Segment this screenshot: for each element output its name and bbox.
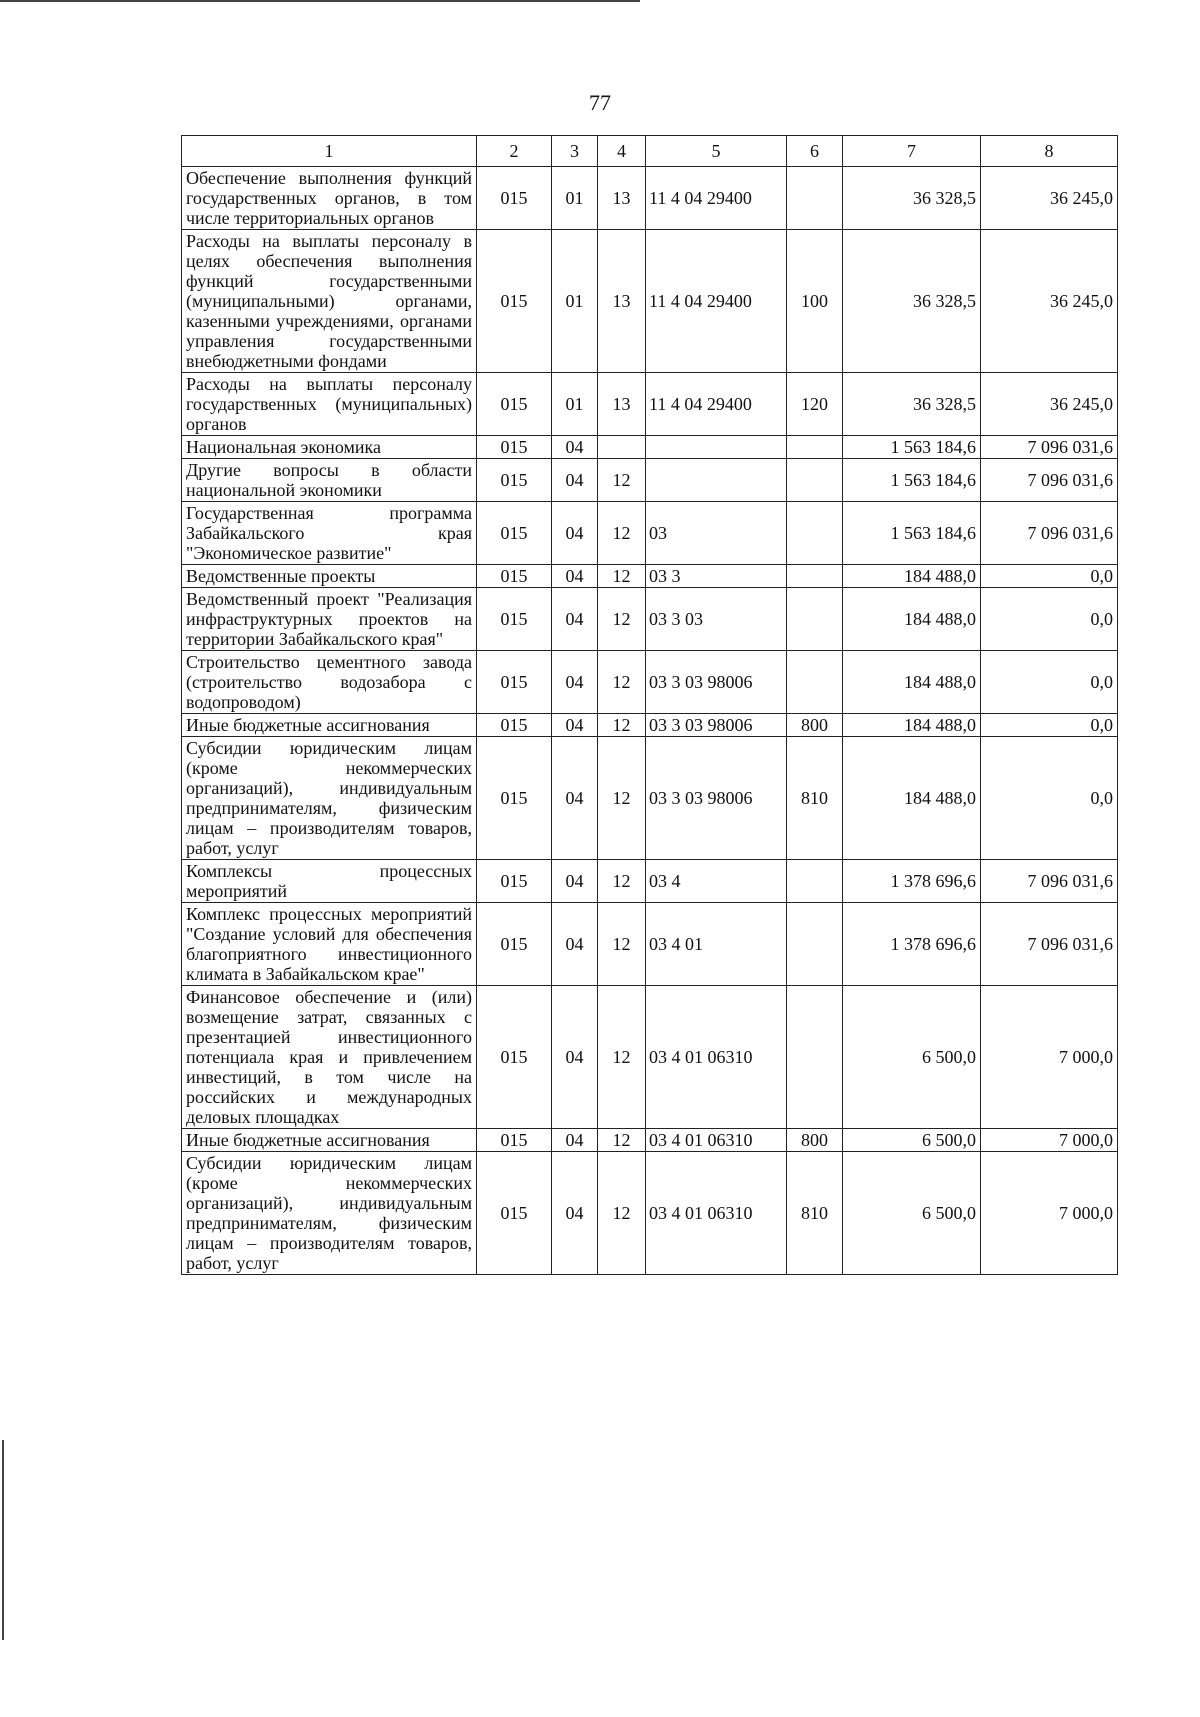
expense-type-code: 810: [787, 737, 843, 860]
ved-code: 015: [477, 986, 552, 1129]
amount-year-2: 7 096 031,6: [981, 502, 1118, 565]
amount-year-2: 7 096 031,6: [981, 903, 1118, 986]
amount-year-2: 7 000,0: [981, 1129, 1118, 1152]
row-name: Финансовое обеспечение и (или) возмещение затрат, связанных с презентацией инвестиционного потенциала края и привлечением инвестиций, в том числе на российских и международных деловых площадках: [182, 986, 477, 1129]
row-name: Национальная экономика: [182, 436, 477, 459]
subsection-code: 12: [598, 903, 646, 986]
row-name: Комплекс процессных мероприятий "Создание условий для обеспечения благоприятного инвестиционного климата в Забайкальском крае": [182, 903, 477, 986]
section-code: 04: [552, 986, 598, 1129]
subsection-code: 12: [598, 737, 646, 860]
table-row: [182, 502, 1118, 565]
amount-year-2: 7 096 031,6: [981, 459, 1118, 502]
expense-type-code: 800: [787, 714, 843, 737]
amount-year-1: 6 500,0: [843, 1152, 981, 1275]
amount-year-2: 7 096 031,6: [981, 436, 1118, 459]
expense-type-code: 810: [787, 1152, 843, 1275]
ved-code: 015: [477, 373, 552, 436]
amount-year-1: 1 563 184,6: [843, 502, 981, 565]
column-header: 1: [182, 136, 477, 167]
row-name: Ведомственный проект "Реализация инфраструктурных проектов на территории Забайкальского края": [182, 588, 477, 651]
expense-type-code: [787, 651, 843, 714]
table-header-row: [182, 136, 1118, 167]
table-row: [182, 651, 1118, 714]
amount-year-1: 36 328,5: [843, 373, 981, 436]
amount-year-2: 7 000,0: [981, 986, 1118, 1129]
expense-type-code: [787, 565, 843, 588]
budget-table: [181, 135, 1118, 1275]
expense-type-code: [787, 903, 843, 986]
expense-type-code: [787, 860, 843, 903]
subsection-code: 13: [598, 167, 646, 230]
table-row: [182, 986, 1118, 1129]
column-header: 3: [552, 136, 598, 167]
amount-year-2: 0,0: [981, 651, 1118, 714]
amount-year-1: 6 500,0: [843, 986, 981, 1129]
table-row: [182, 903, 1118, 986]
amount-year-2: 0,0: [981, 565, 1118, 588]
ved-code: 015: [477, 230, 552, 373]
subsection-code: 13: [598, 230, 646, 373]
target-article-code: 03 4 01 06310: [646, 1129, 787, 1152]
expense-type-code: 800: [787, 1129, 843, 1152]
section-code: 01: [552, 373, 598, 436]
row-name: Иные бюджетные ассигнования: [182, 1129, 477, 1152]
amount-year-1: 184 488,0: [843, 588, 981, 651]
expense-type-code: [787, 167, 843, 230]
amount-year-2: 36 245,0: [981, 373, 1118, 436]
column-header: 2: [477, 136, 552, 167]
target-article-code: 11 4 04 29400: [646, 167, 787, 230]
page-number: 77: [589, 90, 611, 115]
section-code: 04: [552, 588, 598, 651]
target-article-code: 03 4 01 06310: [646, 986, 787, 1129]
amount-year-1: 1 378 696,6: [843, 903, 981, 986]
target-article-code: 03 4 01: [646, 903, 787, 986]
subsection-code: 12: [598, 502, 646, 565]
subsection-code: [598, 436, 646, 459]
column-header: 7: [843, 136, 981, 167]
amount-year-2: 0,0: [981, 737, 1118, 860]
row-name: Обеспечение выполнения функций государственных органов, в том числе территориальных органов: [182, 167, 477, 230]
section-code: 01: [552, 230, 598, 373]
row-name: Другие вопросы в области национальной экономики: [182, 459, 477, 502]
subsection-code: 12: [598, 459, 646, 502]
target-article-code: 11 4 04 29400: [646, 373, 787, 436]
ved-code: 015: [477, 588, 552, 651]
amount-year-2: 0,0: [981, 714, 1118, 737]
subsection-code: 12: [598, 860, 646, 903]
amount-year-1: 36 328,5: [843, 167, 981, 230]
ved-code: 015: [477, 651, 552, 714]
target-article-code: [646, 459, 787, 502]
section-code: 04: [552, 860, 598, 903]
ved-code: 015: [477, 860, 552, 903]
ved-code: 015: [477, 714, 552, 737]
scan-edge-line: [0, 0, 640, 2]
section-code: 04: [552, 459, 598, 502]
table-row: [182, 167, 1118, 230]
ved-code: 015: [477, 1152, 552, 1275]
target-article-code: 03 3 03 98006: [646, 651, 787, 714]
table-row: [182, 1129, 1118, 1152]
target-article-code: 03 4: [646, 860, 787, 903]
subsection-code: 12: [598, 1129, 646, 1152]
subsection-code: 12: [598, 651, 646, 714]
subsection-code: 13: [598, 373, 646, 436]
section-code: 04: [552, 502, 598, 565]
amount-year-1: 184 488,0: [843, 737, 981, 860]
table-row: [182, 459, 1118, 502]
table-row: [182, 436, 1118, 459]
target-article-code: 11 4 04 29400: [646, 230, 787, 373]
subsection-code: 12: [598, 588, 646, 651]
row-name: Расходы на выплаты персоналу государственных (муниципальных) органов: [182, 373, 477, 436]
row-name: Ведомственные проекты: [182, 565, 477, 588]
column-header: 8: [981, 136, 1118, 167]
target-article-code: 03: [646, 502, 787, 565]
amount-year-1: 184 488,0: [843, 565, 981, 588]
expense-type-code: [787, 436, 843, 459]
target-article-code: 03 3 03: [646, 588, 787, 651]
table-row: [182, 588, 1118, 651]
row-name: Субсидии юридическим лицам (кроме некоммерческих организаций), индивидуальным предпринимателям, физическим лицам – производителям товаров, работ, услуг: [182, 1152, 477, 1275]
ved-code: 015: [477, 737, 552, 860]
amount-year-1: 184 488,0: [843, 651, 981, 714]
column-header: 4: [598, 136, 646, 167]
row-name: Строительство цементного завода (строительство водозабора с водопроводом): [182, 651, 477, 714]
expense-type-code: 100: [787, 230, 843, 373]
table-row: [182, 565, 1118, 588]
table-row: [182, 373, 1118, 436]
row-name: Субсидии юридическим лицам (кроме некоммерческих организаций), индивидуальным предпринимателям, физическим лицам – производителям товаров, работ, услуг: [182, 737, 477, 860]
table-row: [182, 737, 1118, 860]
table-row: [182, 1152, 1118, 1275]
subsection-code: 12: [598, 1152, 646, 1275]
target-article-code: [646, 436, 787, 459]
section-code: 04: [552, 737, 598, 860]
row-name: Иные бюджетные ассигнования: [182, 714, 477, 737]
target-article-code: 03 3 03 98006: [646, 714, 787, 737]
amount-year-1: 1 563 184,6: [843, 459, 981, 502]
section-code: 04: [552, 436, 598, 459]
section-code: 04: [552, 565, 598, 588]
ved-code: 015: [477, 903, 552, 986]
amount-year-1: 184 488,0: [843, 714, 981, 737]
target-article-code: 03 3 03 98006: [646, 737, 787, 860]
ved-code: 015: [477, 436, 552, 459]
ved-code: 015: [477, 167, 552, 230]
expense-type-code: [787, 986, 843, 1129]
section-code: 01: [552, 167, 598, 230]
ved-code: 015: [477, 1129, 552, 1152]
amount-year-1: 6 500,0: [843, 1129, 981, 1152]
section-code: 04: [552, 1152, 598, 1275]
row-name: Государственная программа Забайкальского края "Экономическое развитие": [182, 502, 477, 565]
row-name: Комплексы процессных мероприятий: [182, 860, 477, 903]
column-header: 5: [646, 136, 787, 167]
amount-year-1: 1 378 696,6: [843, 860, 981, 903]
ved-code: 015: [477, 565, 552, 588]
amount-year-2: 36 245,0: [981, 230, 1118, 373]
subsection-code: 12: [598, 986, 646, 1129]
section-code: 04: [552, 1129, 598, 1152]
amount-year-1: 36 328,5: [843, 230, 981, 373]
table-row: [182, 714, 1118, 737]
ved-code: 015: [477, 459, 552, 502]
scan-edge-line: [2, 1440, 4, 1640]
expense-type-code: 120: [787, 373, 843, 436]
expense-type-code: [787, 502, 843, 565]
column-header: 6: [787, 136, 843, 167]
amount-year-1: 1 563 184,6: [843, 436, 981, 459]
expense-type-code: [787, 588, 843, 651]
target-article-code: 03 4 01 06310: [646, 1152, 787, 1275]
subsection-code: 12: [598, 714, 646, 737]
expense-type-code: [787, 459, 843, 502]
ved-code: 015: [477, 502, 552, 565]
target-article-code: 03 3: [646, 565, 787, 588]
section-code: 04: [552, 903, 598, 986]
subsection-code: 12: [598, 565, 646, 588]
table-row: [182, 860, 1118, 903]
table-row: [182, 230, 1118, 373]
section-code: 04: [552, 714, 598, 737]
row-name: Расходы на выплаты персоналу в целях обеспечения выполнения функций государственными (муниципальными) органами, казенными учреждениями, органами управления государственными внебюджетными фондами: [182, 230, 477, 373]
amount-year-2: 0,0: [981, 588, 1118, 651]
amount-year-2: 36 245,0: [981, 167, 1118, 230]
section-code: 04: [552, 651, 598, 714]
amount-year-2: 7 096 031,6: [981, 860, 1118, 903]
amount-year-2: 7 000,0: [981, 1152, 1118, 1275]
